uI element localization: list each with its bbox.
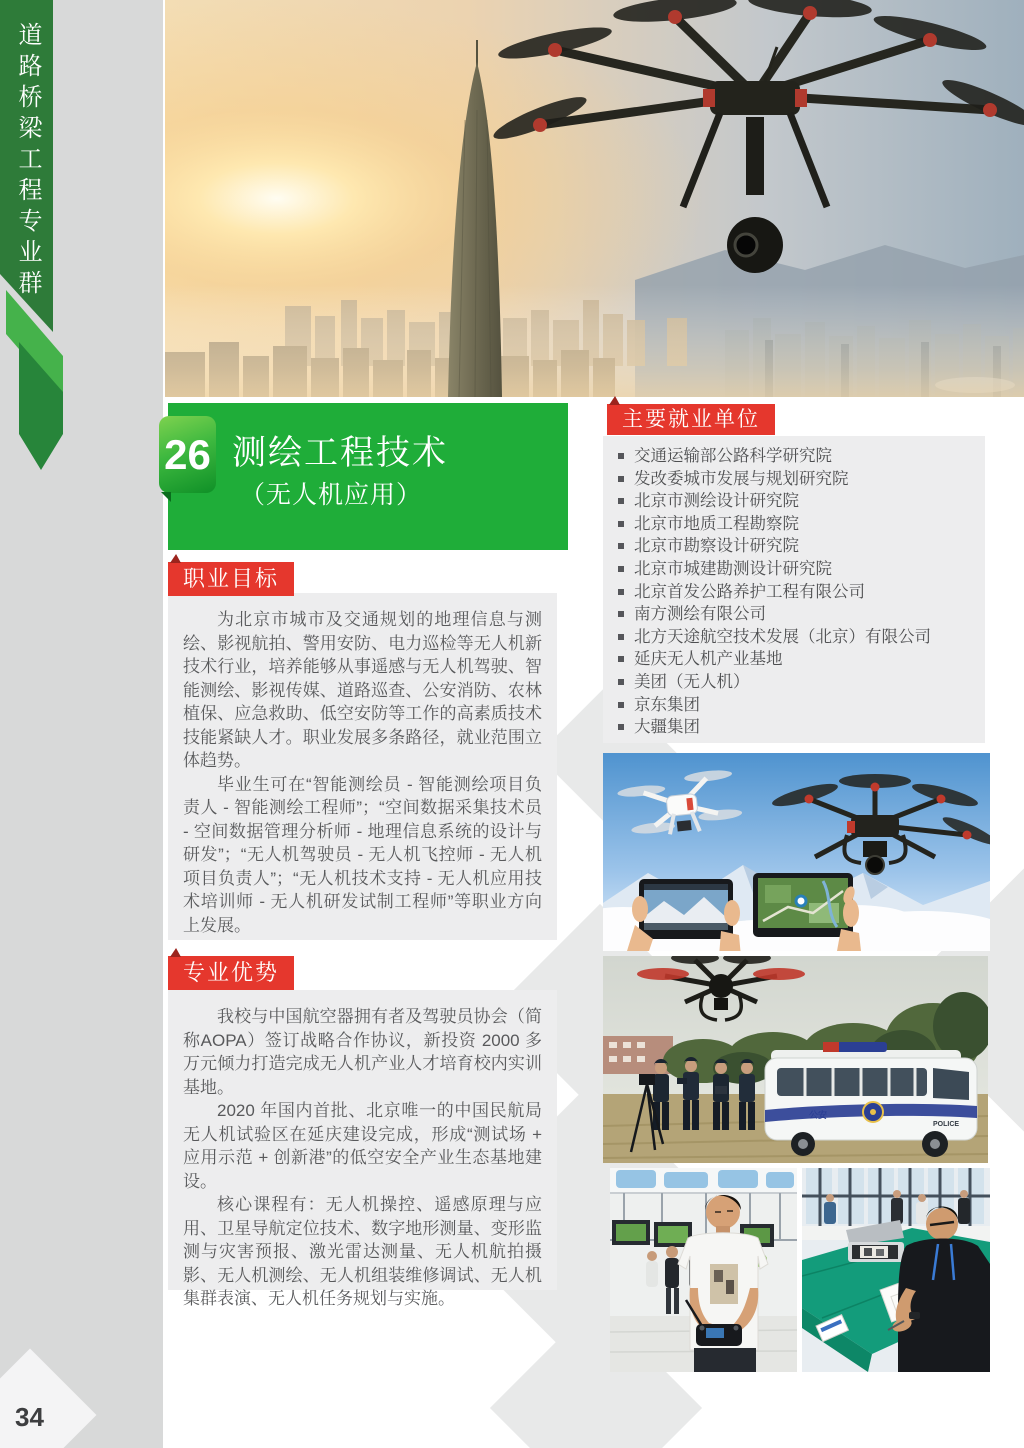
employer-item: 北京首发公路养护工程有限公司 xyxy=(617,581,975,604)
program-title: 测绘工程技术 xyxy=(232,434,448,472)
program-subtitle: （无人机应用） xyxy=(240,481,423,509)
photo-drones-and-tablets xyxy=(603,753,990,951)
career-heading: 职业目标 xyxy=(183,566,280,591)
bus-front-label: POLICE xyxy=(933,1121,960,1128)
advantage-paragraph: 我校与中国航空器拥有者及驾驶员协会（简称AOPA）签订战略合作协议，新投资 2000 多万元倾力打造完成无人机产业人才培育校内实训基地。 xyxy=(183,1007,542,1097)
career-paragraph: 毕业生可在“智能测绘员 - 智能测绘项目负责人 - 智能测绘工程师”；“空间数据采集技术员 - 空间数据管理分析师 - 地理信息系统的设计与研发”；“无人机驾驶员 - 无人机飞控师 - 无人机项目负责人”；“无人机技术支持 - 无人机应用技术培训师 - 无人机研发试制工程师”等职业方向上发展。 xyxy=(183,774,542,935)
advantage-heading: 专业优势 xyxy=(183,960,280,985)
photo-drone-assembly-lab xyxy=(802,1168,990,1372)
hero-photo-drone-city xyxy=(165,0,1024,397)
page-number: 34 xyxy=(15,1402,44,1432)
employer-item: 大疆集团 xyxy=(617,716,975,739)
employer-item: 南方测绘有限公司 xyxy=(617,603,975,626)
photo-student-controller xyxy=(610,1168,797,1372)
banner-fold xyxy=(170,948,181,957)
employer-item: 北京市地质工程勘察院 xyxy=(617,513,975,536)
employer-item: 北方天途航空技术发展（北京）有限公司 xyxy=(617,626,975,649)
banner-fold xyxy=(170,554,181,563)
sidebar-label: 道路桥梁工程专业群 xyxy=(14,22,41,301)
bus-side-label: 公安 xyxy=(809,1110,828,1120)
employer-item: 北京市测绘设计研究院 xyxy=(617,490,975,513)
program-header xyxy=(164,403,568,550)
employer-item: 京东集团 xyxy=(617,694,975,717)
employer-item: 北京市城建勘测设计研究院 xyxy=(617,558,975,581)
employer-item: 北京市勘察设计研究院 xyxy=(617,535,975,558)
advantage-paragraph: 核心课程有：无人机操控、遥感原理与应用、卫星导航定位技术、数字地形测量、变形监测与灾害预报、激光雷达测量、无人机航拍摄影、无人机测绘、无人机组装维修调试、无人机集群表演、无人机任务规划与实施。 xyxy=(183,1195,542,1308)
employers-list-box xyxy=(603,436,985,743)
advantage-text-box xyxy=(168,990,557,1308)
employers-heading: 主要就业单位 xyxy=(622,407,760,431)
banner-fold xyxy=(609,396,620,405)
career-paragraph: 为北京市城市及交通规划的地理信息与测绘、影视航拍、警用安防、电力巡检等无人机新技术行业，培养能够从事遥感与无人机驾驶、智能测绘、影视传媒、道路巡查、公安消防、农林植保、应急救助、低空安防等工作的高素质技术技能紧缺人才。职业发展多条路径，就业范围立体趋势。 xyxy=(183,610,542,770)
employer-item: 延庆无人机产业基地 xyxy=(617,648,975,671)
employer-item: 交通运输部公路科学研究院 xyxy=(617,445,975,468)
program-number-tab xyxy=(159,416,216,493)
program-number: 26 xyxy=(164,430,211,478)
career-text-box xyxy=(168,593,557,940)
employer-item: 美团（无人机） xyxy=(617,671,975,694)
advantage-paragraph: 2020 年国内首批、北京唯一的中国民航局无人机试验区在延庆建设完成，形成“测试场 + 应用示范 + 创新港”的低空安全产业生态基地建设。 xyxy=(183,1101,542,1191)
employers-heading-banner xyxy=(607,404,775,435)
employers-list xyxy=(617,445,975,739)
photo-police-drone-van xyxy=(603,956,988,1163)
career-heading-banner xyxy=(168,562,294,596)
employer-item: 发改委城市发展与规划研究院 xyxy=(617,468,975,491)
advantage-heading-banner xyxy=(168,956,294,990)
